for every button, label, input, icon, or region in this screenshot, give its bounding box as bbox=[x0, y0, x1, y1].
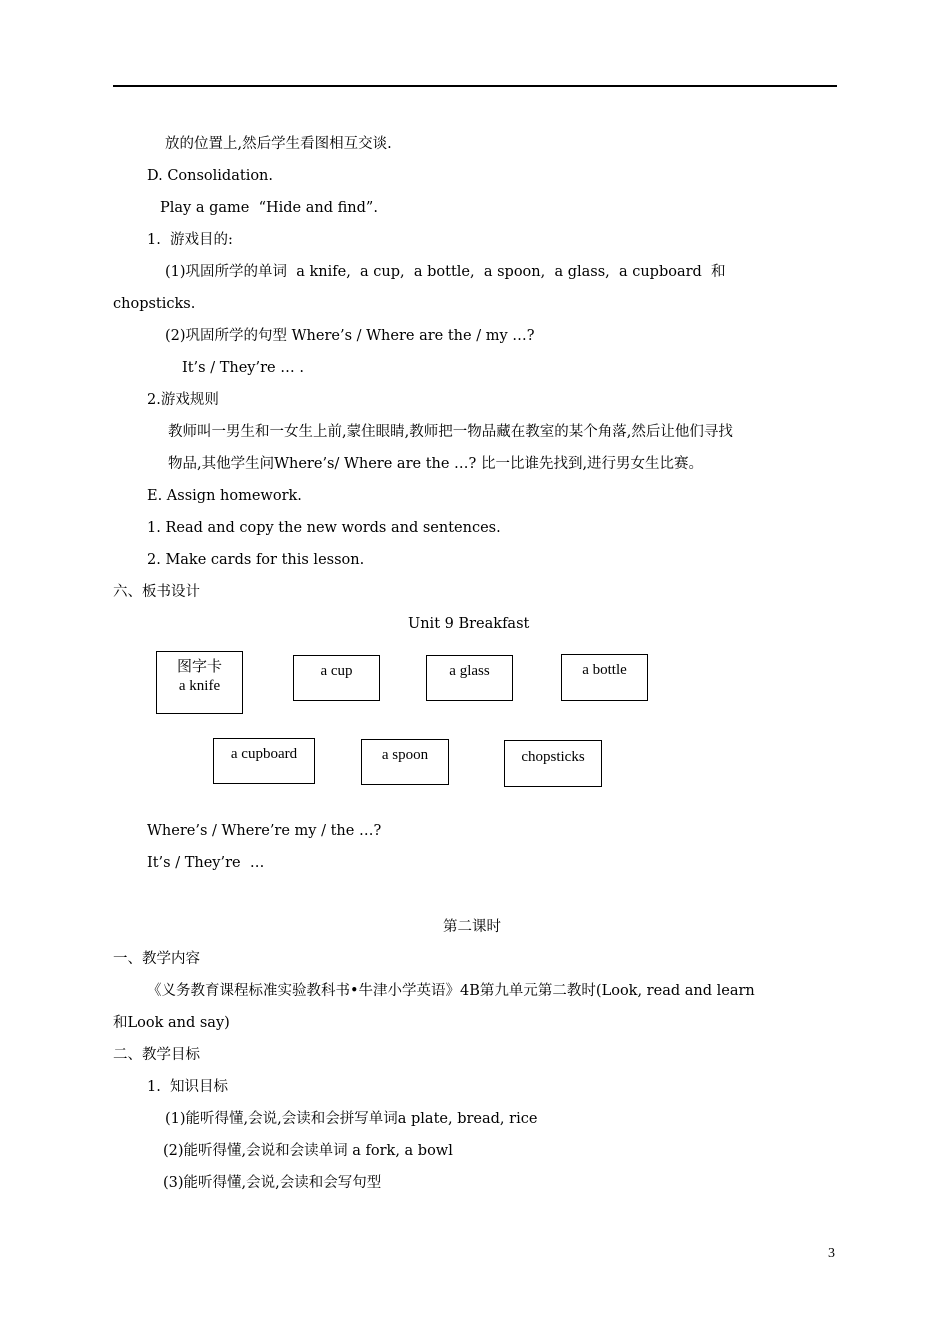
text-line: (1)能听得懂,会说,会读和会拼写单词a plate, bread, rice bbox=[165, 1111, 538, 1127]
word-card bbox=[213, 738, 315, 784]
text-line: 和Look and say) bbox=[113, 1015, 230, 1031]
section-e-heading: E. Assign homework. bbox=[147, 488, 302, 504]
list-item: 1. 知识目标 bbox=[147, 1079, 229, 1095]
word-card-word: a spoon bbox=[381, 747, 429, 763]
word-card-word: a bottle bbox=[582, 662, 627, 678]
header-rule bbox=[113, 85, 837, 87]
word-card bbox=[504, 740, 602, 787]
list-item: 2.游戏规则 bbox=[147, 392, 219, 408]
text-line: It’s / They’re … bbox=[147, 855, 265, 871]
text-line: (2)能听得懂,会说和会读单词 a fork, a bowl bbox=[163, 1143, 453, 1159]
text-line: 教师叫一男生和一女生上前,蒙住眼睛,教师把一物品藏在教室的某个角落,然后让他们寻找 bbox=[168, 424, 733, 440]
word-card-word: a cup bbox=[320, 663, 353, 679]
section-d-heading: D. Consolidation. bbox=[147, 168, 274, 184]
text-line: Where’s / Where’re my / the …? bbox=[147, 823, 382, 839]
section-heading: 六、板书设计 bbox=[113, 584, 200, 600]
word-card bbox=[293, 655, 380, 701]
word-card-word: chopsticks bbox=[521, 749, 585, 765]
board-title: Unit 9 Breakfast bbox=[408, 616, 530, 632]
page-number: 3 bbox=[828, 1246, 835, 1261]
section-heading: 一、教学内容 bbox=[113, 951, 200, 967]
text-line: 放的位置上,然后学生看图相互交谈. bbox=[165, 136, 392, 152]
word-card-word: a cupboard bbox=[230, 746, 298, 762]
word-card-word: a knife bbox=[178, 678, 221, 694]
list-item: 1. Read and copy the new words and sentences. bbox=[147, 520, 501, 536]
text-line: It’s / They’re … . bbox=[182, 360, 304, 376]
text-line: (2)巩固所学的句型 Where’s / Where are the / my …? bbox=[165, 328, 535, 344]
text-line: (3)能听得懂,会说,会读和会写句型 bbox=[163, 1175, 382, 1191]
text-line: 《义务教育课程标准实验教科书•牛津小学英语》4B第九单元第二教时(Look, read and learn bbox=[147, 983, 755, 999]
list-item: 2. Make cards for this lesson. bbox=[147, 552, 365, 568]
section-heading: 二、教学目标 bbox=[113, 1047, 200, 1063]
word-card-label: 图字卡 bbox=[176, 659, 222, 675]
text-line: chopsticks. bbox=[113, 296, 196, 312]
word-card bbox=[361, 739, 449, 785]
text-line: 物品,其他学生问Where’s/ Where are the …? 比一比谁先找到,进行男女生比赛。 bbox=[168, 456, 704, 472]
list-item: 1. 游戏目的: bbox=[147, 232, 233, 248]
word-card bbox=[426, 655, 513, 701]
lesson-title: 第二课时 bbox=[443, 919, 501, 935]
text-line: (1)巩固所学的单词 a knife, a cup, a bottle, a spoon, a glass, a cupboard 和 bbox=[165, 264, 726, 280]
word-card-word: a glass bbox=[449, 663, 490, 679]
word-card bbox=[156, 651, 243, 714]
text-line: Play a game “Hide and find”. bbox=[160, 200, 378, 216]
word-card bbox=[561, 654, 648, 701]
